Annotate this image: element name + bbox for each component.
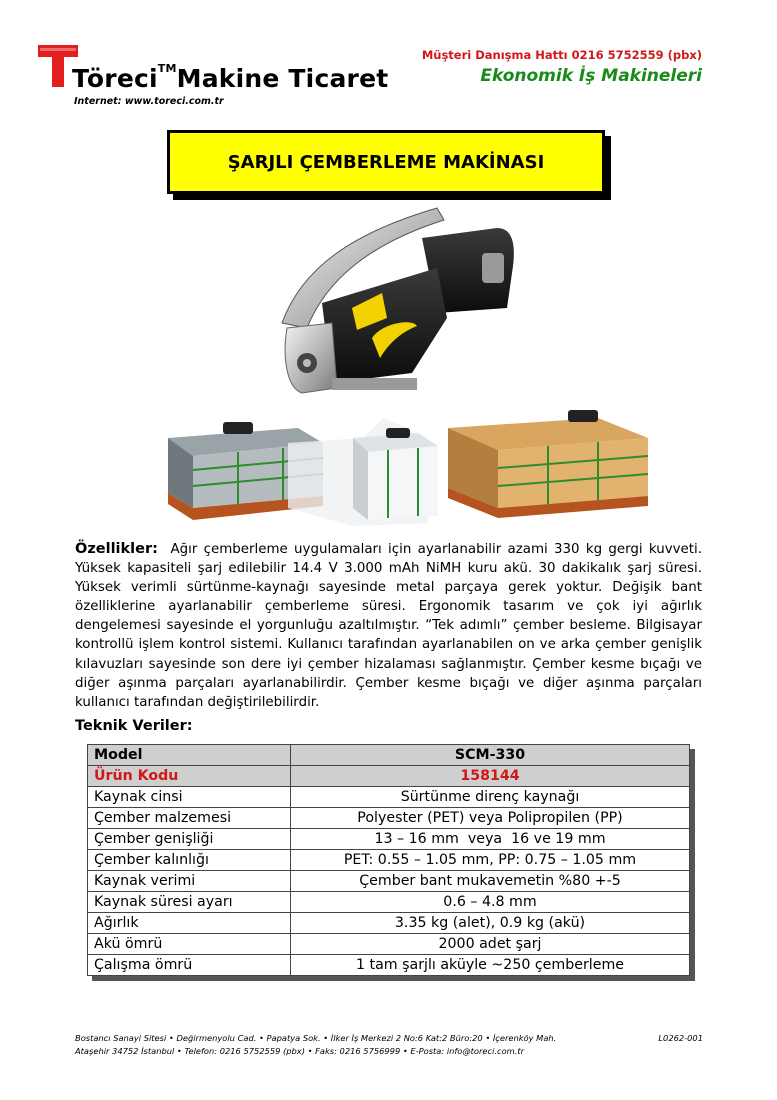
technical-specs-table — [87, 744, 690, 976]
spec-label: Ağırlık — [88, 913, 291, 934]
table-row — [88, 892, 690, 913]
document-title-box — [167, 130, 605, 194]
document-reference: L0262-001 — [658, 1033, 703, 1043]
table-row — [88, 913, 690, 934]
technical-data-heading: Teknik Veriler: — [75, 718, 193, 734]
product-code-label: Ürün Kodu — [88, 766, 291, 787]
features-text: Ağır çemberleme uygulamaları için ayarlanabilir azami 330 kg gergi kuvveti. Yüksek kapasiteli şarj edilebilir 14.4 V 3.000 mAh NiMH kuru akü. 30 dakikalık şarj süresi. Yüksek verimli sürtünme-kaynağı sayesinde metal parçaya gerek yoktur. Değişik bant özelliklerine ayarlanabilir çemberleme süresi. Ergonomik tasarım ve çok iyi ağırlık dengelemesi sayesinde el yorgunluğu azaltılmıştır. “Tek adımlı” çember besleme. Bilgisayar kontrollü işlem kontrol sistemi. Kullanıcı tarafından ayarlanabilen on ve arka çember genişlik kılavuzları sayesinde son dere iyi çember hizalaması sağlanmıştır. Çember kesme bıçağı ve diğer aşınma parçaları ayarlanabilirdir. Çember kesme bıçağı ve diğer aşınma parçaları kullanıcı tarafından değiştirilebilirdir. — [75, 542, 703, 710]
spec-label: Çember genişliği — [88, 829, 291, 850]
spec-label: Çember kalınlığı — [88, 850, 291, 871]
spec-value: PET: 0.55 – 1.05 mm, PP: 0.75 – 1.05 mm — [291, 850, 690, 871]
features-paragraph — [75, 540, 702, 712]
spec-label: Kaynak süresi ayarı — [88, 892, 291, 913]
table-row — [88, 787, 690, 808]
spec-value: 2000 adet şarj — [291, 934, 690, 955]
model-value: SCM-330 — [291, 745, 690, 766]
table-row — [88, 871, 690, 892]
table-row — [88, 829, 690, 850]
company-slogan: Ekonomik İş Makineleri — [480, 66, 702, 86]
table-row — [88, 808, 690, 829]
footer-line-1: Bostancı Sanayi Sitesi • Değirmenyolu Cad. • Papatya Sok. • İlker İş Merkezi 2 No:6 Kat:2 Büro:20 • İçerenköy Mah. — [75, 1033, 557, 1043]
spec-value: 13 – 16 mm veya 16 ve 19 mm — [291, 829, 690, 850]
product-code-value: 158144 — [291, 766, 690, 787]
footer-address — [75, 1032, 703, 1057]
spec-value: 1 tam şarjlı aküyle ~250 çemberleme — [291, 955, 690, 976]
footer-line-2: Ataşehir 34752 İstanbul • Telefon: 0216 5752559 (pbx) • Faks: 0216 5756999 • E-Posta: info@toreci.com.tr — [75, 1045, 525, 1056]
spec-value: Çember bant mukavemetin %80 +-5 — [291, 871, 690, 892]
table-row — [88, 955, 690, 976]
website-url: Internet: www.toreci.com.tr — [74, 96, 224, 107]
table-row — [88, 850, 690, 871]
document-title: ŞARJLI ÇEMBERLEME MAKİNASI — [227, 151, 545, 173]
strapped-pallets-image — [148, 408, 658, 530]
features-label: Özellikler: — [75, 541, 158, 557]
spec-value: Sürtünme direnç kaynağı — [291, 787, 690, 808]
spec-value: 0.6 – 4.8 mm — [291, 892, 690, 913]
model-label: Model — [88, 745, 291, 766]
strapping-machine-image — [262, 198, 527, 408]
spec-label: Çember malzemesi — [88, 808, 291, 829]
spec-value: Polyester (PET) veya Polipropilen (PP) — [291, 808, 690, 829]
spec-label: Akü ömrü — [88, 934, 291, 955]
spec-label: Kaynak verimi — [88, 871, 291, 892]
product-code-row — [88, 766, 690, 787]
spec-label: Kaynak cinsi — [88, 787, 291, 808]
spec-label: Çalışma ömrü — [88, 955, 291, 976]
spec-value: 3.35 kg (alet), 0.9 kg (akü) — [291, 913, 690, 934]
table-header-row — [88, 745, 690, 766]
table-row — [88, 934, 690, 955]
customer-hotline: Müşteri Danışma Hattı 0216 5752559 (pbx) — [421, 48, 702, 62]
company-name: Töreci™Makine Ticaret — [72, 62, 389, 93]
